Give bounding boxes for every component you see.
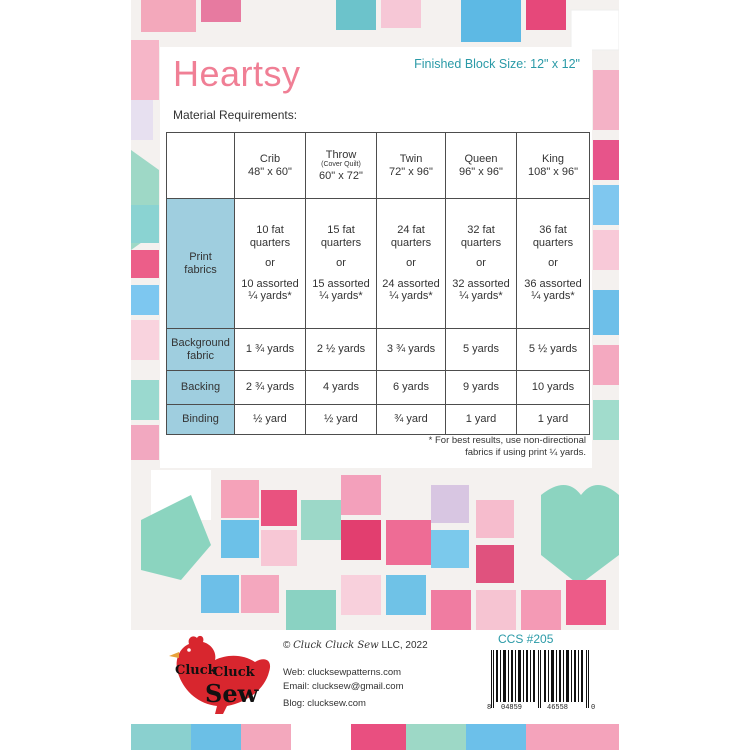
backing-cell: 6 yards [377, 371, 446, 405]
pattern-number: CCS #205 [498, 632, 554, 646]
column-size: 48" x 60" [248, 165, 292, 178]
logo-word: Cluck [213, 665, 255, 680]
email-link[interactable]: Email: clucksew@gmail.com [283, 680, 404, 692]
print-fabrics-cell: 32 fat quarters or 32 assorted ¼ yards* [446, 199, 517, 329]
background-cell: 1 ¾ yards [235, 329, 306, 371]
cluck-cluck-sew-logo [165, 632, 277, 716]
row-header-print-fabrics [167, 199, 235, 329]
column-header-twin [377, 133, 446, 199]
brand-name: Cluck Cluck Sew [293, 640, 379, 651]
column-header-throw [306, 133, 377, 199]
binding-row [167, 405, 590, 435]
column-name: Throw [325, 148, 357, 161]
barcode [487, 650, 595, 708]
column-size: 108" x 96" [527, 165, 578, 178]
backing-cell: 9 yards [446, 371, 517, 405]
background-fabric-row [167, 329, 590, 371]
column-name: King [541, 152, 565, 165]
contact-info [283, 666, 404, 694]
pattern-title: Heartsy [173, 53, 301, 94]
binding-cell: ½ yard [235, 405, 306, 435]
note-line: * For best results, use non-directional [428, 435, 586, 446]
print-fabrics-cell: 15 fat quarters or 15 assorted ¼ yards* [306, 199, 377, 329]
logo-word: Cluck [175, 663, 217, 678]
note-line: fabrics if using print ¼ yards. [465, 447, 586, 459]
column-sub: (Cover Quilt) [321, 161, 361, 169]
print-fabrics-row [167, 199, 590, 329]
background-cell: 2 ½ yards [306, 329, 377, 371]
copyright: © Cluck Cluck Sew LLC, 2022 [283, 640, 428, 651]
logo-word: Sew [205, 679, 259, 708]
column-name: Twin [399, 152, 423, 165]
row-header-line: Print [189, 250, 212, 263]
web-link[interactable]: Web: clucksewpatterns.com [283, 667, 402, 678]
backing-cell: 2 ¾ yards [235, 371, 306, 405]
print-fabrics-cell: 10 fat quarters or 10 assorted ¼ yards* [235, 199, 306, 329]
column-header-king [517, 133, 590, 199]
print-fabrics-cell: 24 fat quarters or 24 assorted ¼ yards* [377, 199, 446, 329]
binding-cell: 1 yard [517, 405, 590, 435]
binding-cell: 1 yard [446, 405, 517, 435]
background-cell: 5 yards [446, 329, 517, 371]
finished-block-size: Finished Block Size: 12" x 12" [414, 57, 580, 71]
backing-row [167, 371, 590, 405]
blog-link[interactable]: Blog: clucksew.com [283, 698, 366, 709]
row-header-background-fabric: Background fabric [167, 329, 235, 371]
size-header-row [167, 133, 590, 199]
column-header-queen [446, 133, 517, 199]
fabric-note [429, 435, 586, 460]
binding-cell: ¾ yard [377, 405, 446, 435]
material-requirements-label: Material Requirements: [173, 108, 298, 122]
backing-cell: 10 yards [517, 371, 590, 405]
row-header-line: fabrics [184, 263, 217, 276]
background-cell: 5 ½ yards [517, 329, 590, 371]
binding-cell: ½ yard [306, 405, 377, 435]
column-name: Crib [259, 152, 281, 165]
column-size: 72" x 96" [389, 165, 433, 178]
column-header-crib [235, 133, 306, 199]
column-name: Queen [464, 152, 498, 165]
pattern-cover [131, 0, 619, 750]
row-header-binding: Binding [167, 405, 235, 435]
column-size: 60" x 72" [319, 169, 363, 182]
row-header-backing: Backing [167, 371, 235, 405]
footer: Cluck Cluck Sew © Cluck Cluck Sew LLC, 2022 Web: clucksewpatterns.com Email: clucksew@gmail.com Blog: clucksew.com CCS #205 8 04859 46558 0 [131, 630, 619, 724]
column-size: 96" x 96" [459, 165, 503, 178]
background-cell: 3 ¾ yards [377, 329, 446, 371]
backing-cell: 4 yards [306, 371, 377, 405]
table-corner [167, 133, 235, 199]
print-fabrics-cell: 36 fat quarters or 36 assorted ¼ yards* [517, 199, 590, 329]
material-requirements-table [166, 132, 590, 435]
material-panel [160, 47, 592, 468]
